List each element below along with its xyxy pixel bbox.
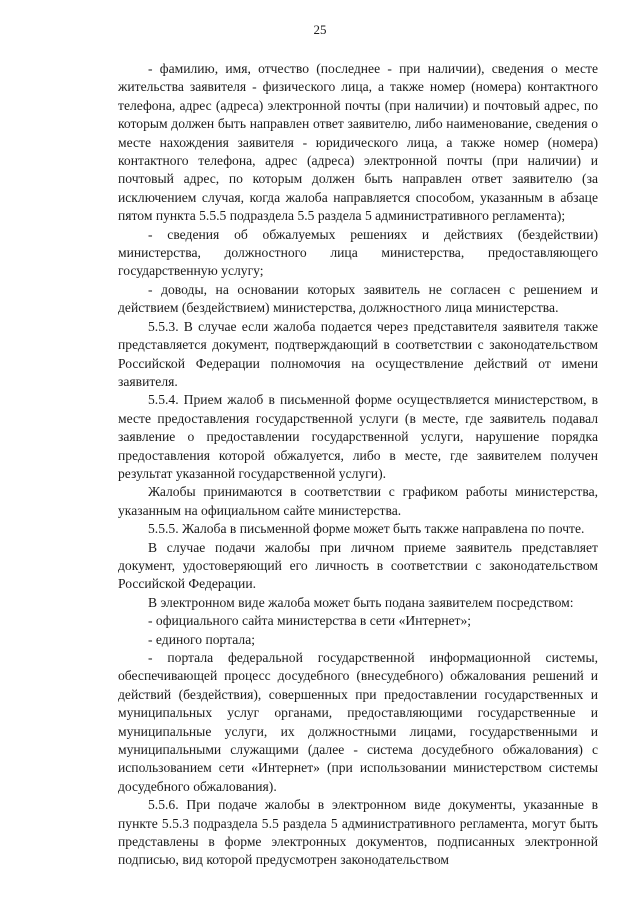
- paragraph-5-5-6: 5.5.6. При подаче жалобы в электронном виде документы, указанные в пункте 5.5.3 подраздела 5.5 раздела 5 административного регламента, могут быть представлены в форме электронных документов, подписанных электронной подписью, вид которой предусмотрен законодательством: [118, 797, 598, 868]
- paragraph-official-site: - официального сайта министерства в сети «Интернет»;: [148, 613, 472, 629]
- paragraph-appealed-decisions: - сведения об обжалуемых решениях и действиях (бездействии) министерства, должностного лица министерства, предоставляющего государственную услугу;: [118, 226, 598, 279]
- paragraph-5-5-5: 5.5.5. Жалоба в письменной форме может быть также направлена по почте.: [148, 521, 585, 537]
- paragraph-5-5-4: 5.5.4. Прием жалоб в письменной форме осуществляется министерством, в месте предоставления государственной услуги (в месте, где заявитель подавал заявление о предоставлении государственной услуги, нарушение порядка предоставления которой обжалуется, либо в месте, где заявителем получен результат указанной государственной услуги).: [118, 392, 598, 481]
- paragraph-unified-portal: - единого портала;: [148, 631, 256, 647]
- document-body: [118, 60, 598, 870]
- paragraph-personal-reception: В случае подачи жалобы при личном приеме заявитель представляет документ, удостоверяющий его личность в соответствии с законодательством Российской Федерации.: [118, 539, 598, 592]
- paragraph-electronic-means: В электронном виде жалоба может быть подана заявителем посредством:: [148, 594, 574, 610]
- paragraph-5-5-3: 5.5.3. В случае если жалоба подается через представителя заявителя также представляется документ, подтверждающий в соответствии с законодательством Российской Федерации полномочия на осуществление действий от имени заявителя.: [118, 318, 598, 389]
- paragraph-federal-portal: - портала федеральной государственной информационной системы, обеспечивающей процесс досудебного (внесудебного) обжалования решений и действий (бездействия), совершенных при предоставлении государственных и муниципальных услуг органами, предоставляющими государственные и муниципальные услуги, их должностными лицами, государственными и муниципальными служащими (далее - система досудебного обжалования) с использованием сети «Интернет» (при использовании министерством системы досудебного обжалования).: [118, 650, 598, 794]
- paragraph-schedule: Жалобы принимаются в соответствии с графиком работы министерства, указанным на официальном сайте министерства.: [118, 484, 598, 518]
- page-number: 25: [313, 22, 327, 37]
- paragraph-arguments: - доводы, на основании которых заявитель не согласен с решением и действием (бездействием) министерства, должностного лица министерства.: [118, 281, 598, 316]
- paragraph-applicant-details: - фамилию, имя, отчество (последнее - при наличии), сведения о месте жительства заявителя - физического лица, а также номер (номера) контактного телефона, адрес (адреса) электронной почты (при наличии) и почтовый адрес, по которым должен быть направлен ответ заявителю, либо наименование, сведения о месте нахождения заявителя - юридического лица, а также номер (номера) контактного телефона, адрес (адреса) электронной почты (при наличии) и почтовый адрес, по которым должен быть направлен ответ заявителю (за исключением случая, когда жалоба направляется способом, указанным в абзаце пятом пункта 5.5.5 подраздела 5.5 раздела 5 административного регламента);: [118, 61, 598, 224]
